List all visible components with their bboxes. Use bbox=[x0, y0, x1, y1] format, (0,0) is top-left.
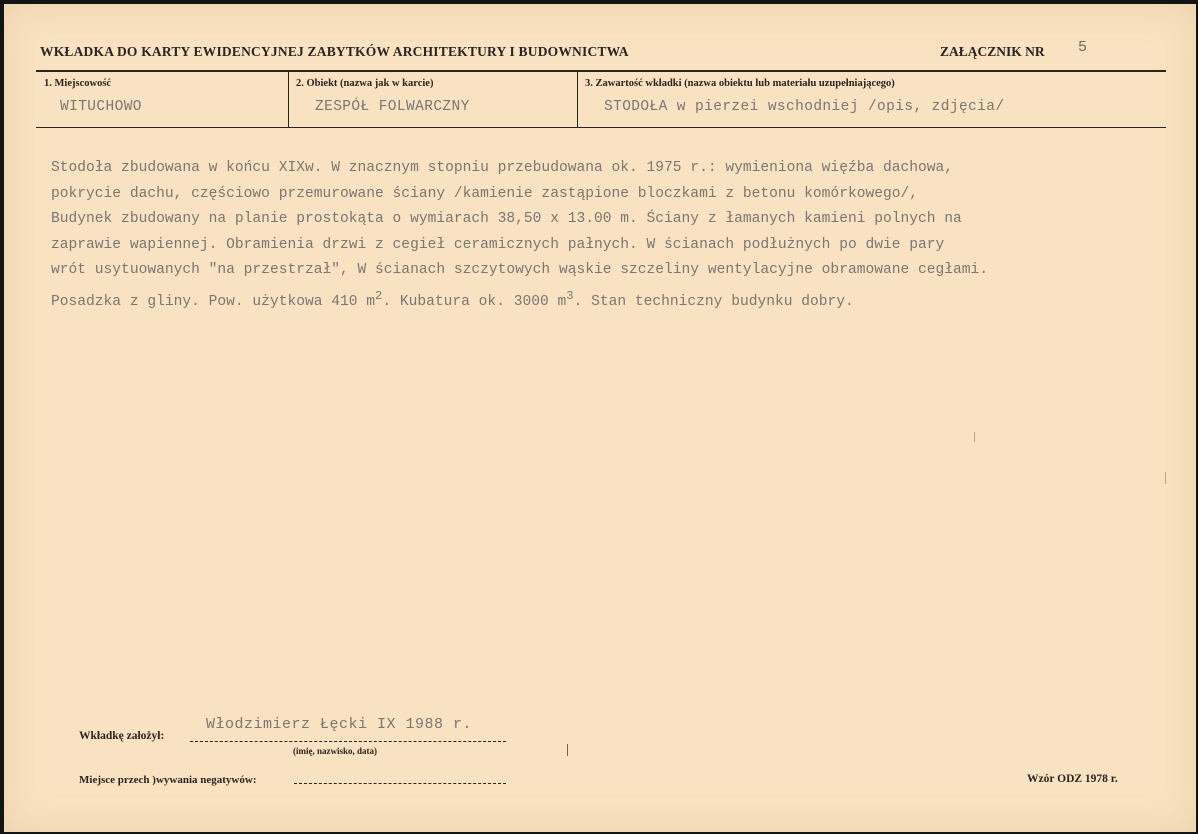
contents-value: STODOŁA w pierzei wschodniej /opis, zdjęcia/ bbox=[604, 99, 1005, 115]
created-by-line bbox=[190, 741, 506, 742]
field-divider-2 bbox=[577, 72, 578, 127]
description-fragment: Posadzka z gliny. Pow. użytkowa 410 m bbox=[51, 293, 376, 310]
description-text bbox=[51, 156, 1171, 315]
locality-value: WITUCHOWO bbox=[60, 99, 142, 115]
description-line: pokrycie dachu, częściowo przemurowane ściany /kamienie zastąpione bloczkami z betonu komórkowego/, bbox=[51, 185, 919, 202]
pencil-mark bbox=[567, 744, 568, 756]
description-line: zaprawie wapiennej. Obramienia drzwi z cegieł ceramicznych pałnych. W ścianach podłużnych po dwie pary bbox=[51, 236, 945, 253]
locality-label: 1. Miejscowość bbox=[44, 78, 112, 89]
record-card bbox=[4, 4, 1196, 832]
description-fragment: . Stan techniczny budynku dobry. bbox=[573, 293, 854, 310]
paper-mark bbox=[1165, 472, 1166, 484]
header-rule bbox=[36, 70, 1166, 72]
fields-rule bbox=[36, 127, 1166, 128]
description-line bbox=[51, 284, 1171, 315]
created-by-value: Włodzimierz Łęcki IX 1988 r. bbox=[206, 716, 473, 733]
negatives-line bbox=[294, 783, 506, 784]
superscript-2: 2 bbox=[375, 288, 383, 303]
annex-label: ZAŁĄCZNIK NR bbox=[940, 44, 1045, 59]
created-by-caption: (imię, nazwisko, data) bbox=[293, 746, 377, 756]
negatives-label: Miejsce przech )wywania negatywów: bbox=[79, 774, 257, 786]
form-pattern: Wzór ODZ 1978 r. bbox=[1027, 773, 1118, 785]
superscript-3: 3 bbox=[566, 288, 574, 303]
paper-mark bbox=[974, 432, 975, 442]
annex-number: 5 bbox=[1078, 39, 1088, 56]
description-fragment: . Kubatura ok. 3000 m bbox=[382, 293, 567, 310]
field-divider-1 bbox=[288, 72, 289, 127]
created-by-label: Wkładkę założył: bbox=[79, 730, 165, 742]
description-line: wrót usytuowanych "na przestrzał", W ścianach szczytowych wąskie szczeliny wentylacyjne obramowane cegłami. bbox=[51, 262, 989, 279]
contents-label: 3. Zawartość wkładki (nazwa obiektu lub materiału uzupełniającego) bbox=[585, 78, 895, 89]
object-label: 2. Obiekt (nazwa jak w karcie) bbox=[296, 78, 434, 89]
description-line: Budynek zbudowany na planie prostokąta o wymiarach 38,50 x 13.00 m. Ściany z łamanych kamieni polnych na bbox=[51, 211, 962, 228]
object-value: ZESPÓŁ FOLWARCZNY bbox=[315, 99, 470, 115]
card-title: WKŁADKA DO KARTY EWIDENCYJNEJ ZABYTKÓW ARCHITEKTURY I BUDOWNICTWA bbox=[40, 44, 629, 59]
description-line: Stodoła zbudowana w końcu XIXw. W znacznym stopniu przebudowana ok. 1975 r.: wymieniona więźba dachowa, bbox=[51, 160, 954, 176]
